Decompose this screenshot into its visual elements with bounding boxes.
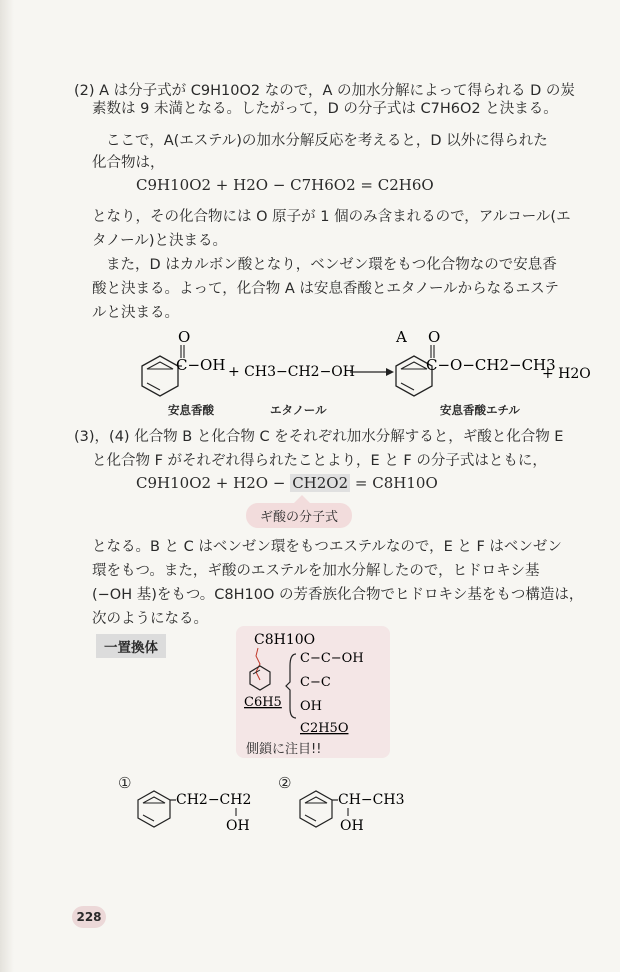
text-line: タノール)と決まる。 [92,233,227,249]
equation-1: C9H10O2 + H2O − C7H6O2 = C2H6O [136,176,434,194]
box-formula: C8H10O [254,632,316,648]
benzene-ring-icon [142,356,178,396]
text-line: ここで，A(エステル)の加水分解反応を考えると，D 以外に得られた [106,133,548,149]
box-ring-part: C6H5 [244,695,282,710]
structure-2-oh: OH [340,818,364,834]
text-line: ルと決まる。 [92,305,179,321]
text-line: (−OH 基)をもつ。C8H10O の芳香族化合物でヒドロキシ基をもつ構造は， [92,587,584,603]
structures-diagram [130,786,470,846]
text-line: 環をもつ。また，ギ酸のエステルを加水分解したので，ヒドロキシ基 [92,563,540,579]
page-number: 228 [72,906,106,928]
water-term: + H2O [542,366,591,382]
equation-2: C9H10O2 + H2O − CH2O2 = C8H10O [136,474,438,492]
formic-acid-formula: CH2O2 [292,474,349,492]
text-line: (2) A は分子式が C9H10O2 なので，A の加水分解によって得られる D の炭 [74,83,575,99]
benzene-ring-icon [300,791,332,827]
ethanol-term: + CH3−CH2−OH [228,364,355,380]
callout-formic-acid: ギ酸の分子式 [246,503,352,528]
box-side-part: C2H5O [300,721,349,736]
ester-O: O [428,328,441,346]
text-line: また，D はカルボン酸となり，ベンゼン環をもつ化合物なので安息香 [106,257,557,273]
structure-1-oh: OH [226,818,250,834]
text-line: 酸と決まる。よって，化合物 A は安息香酸とエタノールからなるエステ [92,281,559,297]
arrow-icon [386,368,394,376]
acid-group: C−OH [176,356,226,374]
structure-2-label: ② [278,774,292,792]
text-line: 化合物は， [92,155,165,171]
ester-group: C−O−CH2−CH3 [426,356,556,374]
benzene-ring-icon [138,791,170,827]
structure-1-label: ① [118,774,132,792]
box-chain-3: OH [300,699,322,714]
text-line: と化合物 F がそれぞれ得られたことより，E と F の分子式はともに， [92,453,547,469]
reaction-scheme [120,322,600,402]
label-benzoic-acid: 安息香酸 [168,403,214,417]
box-chain-2: C−C [300,675,331,690]
analysis-diagram [236,626,392,736]
text-line: (3)，(4) 化合物 B と化合物 C をそれぞれ加水分解すると，ギ酸と化合物 E [74,429,564,445]
label-ethanol: エタノール [270,403,327,417]
benzene-ring-icon [250,666,270,690]
text-line: 素数は 9 未満となる。したがって，D の分子式は C7H6O2 と決まる。 [92,101,558,117]
tag-monosubstituted: 一置換体 [96,634,166,658]
ester-label: A [396,328,407,346]
text-line: となり，その化合物には O 原子が 1 個のみ含まれるので，アルコール(エ [92,209,571,225]
box-note: 側鎖に注目!! [246,742,322,757]
acid-O: O [178,328,191,346]
label-ethyl-benzoate: 安息香酸エチル [440,403,520,417]
box-chain-1: C−C−OH [300,651,364,666]
text-line: 次のようになる。 [92,611,208,627]
structure-1-chain: CH2−CH2 [176,792,252,808]
structure-2-chain: CH−CH3 [338,792,405,808]
page-spine [0,0,14,972]
text-line: となる。B と C はベンゼン環をもつエステルなので，E と F はベンゼン [92,539,562,555]
